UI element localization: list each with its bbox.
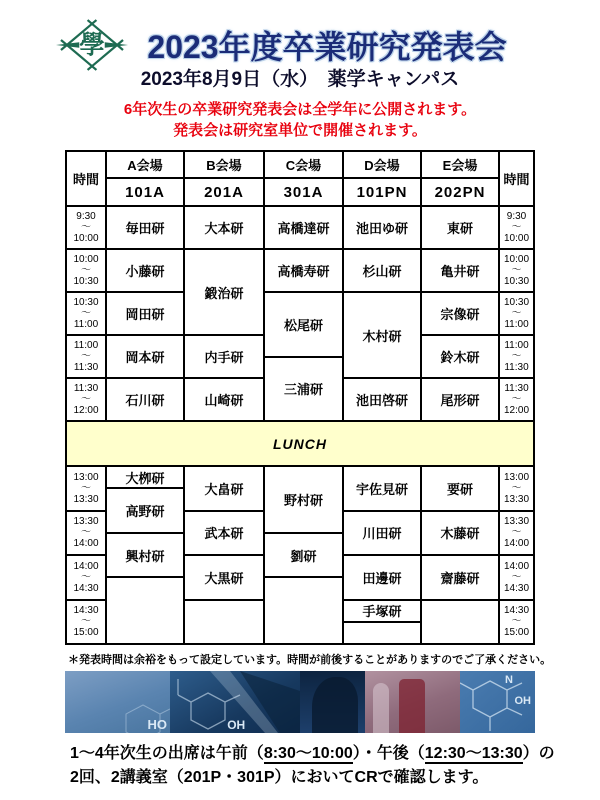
chem-label-oh: OH xyxy=(227,718,246,732)
lab-cell: 毎田研 xyxy=(106,206,184,249)
footer-text: ）・午後（ xyxy=(352,745,425,762)
photo-strip-segment-3 xyxy=(300,671,365,733)
empty-cell xyxy=(106,577,184,644)
time-slot: 13:30 ～ 14:00 xyxy=(66,511,106,556)
lab-cell: 石川研 xyxy=(106,378,184,421)
page-title: 2023年度卒業研究発表会 xyxy=(147,29,507,65)
lab-cell: 内手研 xyxy=(184,335,264,378)
lab-cell: 池田啓研 xyxy=(343,378,421,421)
lab-cell: 大畠研 xyxy=(184,466,264,511)
lab-cell: 高野研 xyxy=(106,488,184,533)
underlined-time-range: 8:30～10:00 xyxy=(263,745,353,762)
underlined-time-range: 12:30～13:30 xyxy=(424,745,523,762)
lab-cell: 松尾研 xyxy=(264,292,343,357)
time-slot: 13:30 ～ 14:00 xyxy=(499,511,534,556)
date-line: 2023年8月9日（水） 薬学キャンパス xyxy=(140,69,460,90)
empty-cell xyxy=(184,600,264,645)
lab-cell: 川田研 xyxy=(343,511,421,556)
lab-cell: 池田ゆ研 xyxy=(343,206,421,249)
footer-text: ）の xyxy=(522,745,555,762)
lab-cell: 大本研 xyxy=(184,206,264,249)
venue-header: C会場 xyxy=(264,151,343,178)
room-number: 101PN xyxy=(343,178,421,206)
lab-cell: 大栁研 xyxy=(106,466,184,488)
time-slot: 10:00 ～ 10:30 xyxy=(66,249,106,292)
room-number: 301A xyxy=(264,178,343,206)
time-slot: 9:30 ～ 10:00 xyxy=(499,206,534,249)
lab-cell: 野村研 xyxy=(264,466,343,533)
lab-cell: 鍛治研 xyxy=(184,249,264,335)
photo-strip xyxy=(65,671,535,733)
chem-label-ho: HO xyxy=(147,717,167,732)
footnote: ＊発表時間は余裕をもって設定しています。時間が前後することがありますのでご了承ください。 xyxy=(68,654,552,666)
time-header: 時間 xyxy=(499,151,534,206)
lab-cell: 鈴木研 xyxy=(421,335,499,378)
lab-cell: 亀井研 xyxy=(421,249,499,292)
lab-cell: 興村研 xyxy=(106,533,184,578)
time-slot: 10:00 ～ 10:30 xyxy=(499,249,534,292)
venue-header: D会場 xyxy=(343,151,421,178)
time-slot: 14:00 ～ 14:30 xyxy=(499,555,534,600)
time-slot: 11:30 ～ 12:00 xyxy=(499,378,534,421)
lab-cell: 山崎研 xyxy=(184,378,264,421)
lab-cell: 宇佐見研 xyxy=(343,466,421,511)
photo-strip-segment-5 xyxy=(460,671,535,733)
time-slot: 13:00 ～ 13:30 xyxy=(499,466,534,511)
empty-cell xyxy=(264,577,343,644)
lab-cell: 杉山研 xyxy=(343,249,421,292)
time-slot: 14:30 ～ 15:00 xyxy=(66,600,106,645)
time-slot: 14:00 ～ 14:30 xyxy=(66,555,106,600)
lab-cell: 木藤研 xyxy=(421,511,499,556)
room-number: 202PN xyxy=(421,178,499,206)
photo-strip-segment-2 xyxy=(170,671,300,733)
lab-cell: 手塚研 xyxy=(343,600,421,622)
footer-text: 1～4年次生の出席は午前（ xyxy=(70,745,264,762)
time-slot: 11:00 ～ 11:30 xyxy=(499,335,534,378)
lab-cell: 岡田研 xyxy=(106,292,184,335)
lab-cell: 東研 xyxy=(421,206,499,249)
lab-cell: 大黒研 xyxy=(184,555,264,600)
schedule-table xyxy=(65,150,535,645)
venue-header: E会場 xyxy=(421,151,499,178)
bottle-shape xyxy=(399,679,425,733)
photo-strip-segment-1 xyxy=(65,671,170,733)
lab-cell: 尾形研 xyxy=(421,378,499,421)
chem-label-oh-2: OH xyxy=(514,695,531,707)
lab-cell: 岡本研 xyxy=(106,335,184,378)
lab-cell: 要研 xyxy=(421,466,499,511)
time-header: 時間 xyxy=(66,151,106,206)
lab-cell: 高橋達研 xyxy=(264,206,343,249)
lab-cell: 高橋寿研 xyxy=(264,249,343,292)
lab-cell: 宗像研 xyxy=(421,292,499,335)
time-slot: 10:30 ～ 11:00 xyxy=(499,292,534,335)
test-tube-shape xyxy=(373,683,389,733)
footer-note xyxy=(70,742,555,790)
lab-cell: 三浦研 xyxy=(264,357,343,422)
venue-header: B会場 xyxy=(184,151,264,178)
lunch-row: LUNCH xyxy=(66,421,534,466)
lab-cell: 齋藤研 xyxy=(421,555,499,600)
empty-cell xyxy=(421,600,499,645)
notice-line-2: 発表会は研究室単位で開催されます。 xyxy=(173,122,427,139)
notice-line-1: 6年次生の卒業研究発表会は全学年に公開されます。 xyxy=(123,101,477,118)
venue-header: A会場 xyxy=(106,151,184,178)
time-slot: 11:00 ～ 11:30 xyxy=(66,335,106,378)
room-number: 201A xyxy=(184,178,264,206)
lab-cell: 劉研 xyxy=(264,533,343,578)
time-slot: 10:30 ～ 11:00 xyxy=(66,292,106,335)
room-number: 101A xyxy=(106,178,184,206)
time-slot: 13:00 ～ 13:30 xyxy=(66,466,106,511)
time-slot: 11:30 ～ 12:00 xyxy=(66,378,106,421)
chem-label-n: N xyxy=(505,674,513,686)
lab-cell: 木村研 xyxy=(343,292,421,378)
empty-cell xyxy=(343,622,421,644)
lab-cell: 田邊研 xyxy=(343,555,421,600)
photo-strip-segment-4 xyxy=(365,671,460,733)
lab-cell: 武本研 xyxy=(184,511,264,556)
time-slot: 14:30 ～ 15:00 xyxy=(499,600,534,645)
time-slot: 9:30 ～ 10:00 xyxy=(66,206,106,249)
footer-line-2: 2回、2講義室（201P・301P）においてCRで確認します。 xyxy=(70,769,489,786)
person-silhouette xyxy=(312,677,358,733)
footer-line-1 xyxy=(70,742,555,766)
lab-cell: 小藤研 xyxy=(106,249,184,292)
logo-glyph: 學 xyxy=(79,31,105,60)
